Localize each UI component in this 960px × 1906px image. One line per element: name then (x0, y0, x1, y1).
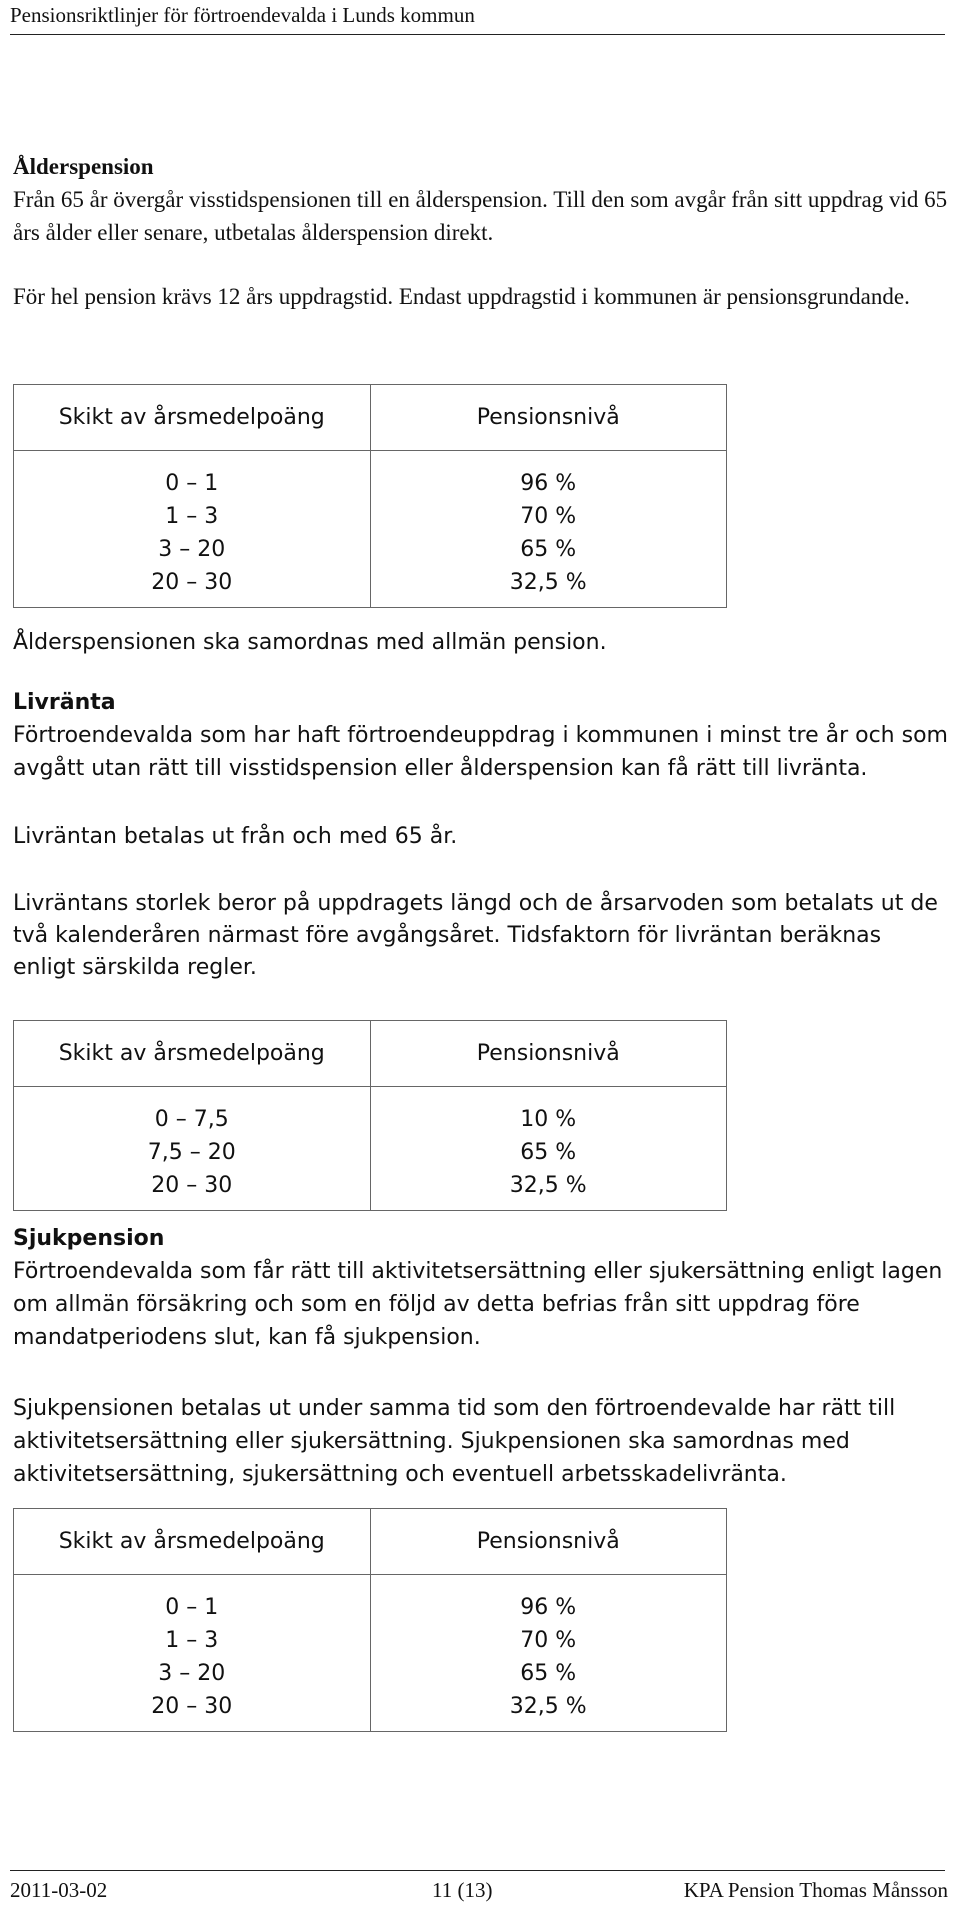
footer-page-number: 11 (13) (432, 1878, 493, 1902)
level-value: 32,5 % (509, 1694, 587, 1719)
range-value: 3 – 20 (158, 1661, 226, 1686)
range-value: 20 – 30 (151, 570, 233, 595)
range-value: 20 – 30 (151, 1694, 233, 1719)
page-header-title: Pensionsriktlinjer för förtroendevalda i Lunds kommun (10, 3, 475, 27)
level-value: 65 % (520, 1661, 577, 1686)
alderspension-table (13, 384, 727, 608)
level-value: 96 % (520, 1595, 577, 1620)
alderspension-note-block (13, 626, 948, 659)
livranta-paragraph-3-block (13, 888, 948, 984)
alderspension-paragraph-2: För hel pension krävs 12 års uppdragstid. Endast uppdragstid i kommunen är pensionsgrundande. (13, 284, 910, 309)
livranta-table (13, 1020, 727, 1211)
level-value: 10 % (520, 1107, 577, 1132)
level-value: 96 % (520, 471, 577, 496)
level-value: 70 % (520, 504, 577, 529)
level-value: 65 % (520, 537, 577, 562)
level-value: 32,5 % (509, 570, 587, 595)
alderspension-note: Ålderspensionen ska samordnas med allmän pension. (13, 630, 607, 655)
level-value: 65 % (520, 1140, 577, 1165)
range-value: 7,5 – 20 (147, 1140, 236, 1165)
livranta-paragraph-2-block (13, 820, 948, 853)
range-value: 0 – 7,5 (154, 1107, 229, 1132)
range-value: 0 – 1 (165, 1595, 219, 1620)
alderspension-heading: Ålderspension (13, 154, 154, 179)
alderspension-section (13, 150, 948, 249)
table-cell-ranges (14, 1575, 371, 1732)
sjukpension-table (13, 1508, 727, 1732)
range-value: 3 – 20 (158, 537, 226, 562)
footer-date: 2011-03-02 (10, 1878, 108, 1902)
range-value: 1 – 3 (165, 1628, 219, 1653)
sjukpension-paragraph-1: Förtroendevalda som får rätt till aktivitetsersättning eller sjukersättning enligt lagen om allmän försäkring och som en följd av detta befrias från sitt uppdrag före mandatperiodens slut, kan få sjukpension. (13, 1259, 943, 1350)
table-header-pensionsniva: Pensionsnivå (370, 1021, 727, 1087)
livranta-paragraph-1: Förtroendevalda som har haft förtroendeuppdrag i kommunen i minst tre år och som avgått utan rätt till visstidspension eller ålderspension kan få rätt till livränta. (13, 723, 948, 781)
table-cell-ranges (14, 1087, 371, 1211)
sjukpension-section (13, 1222, 948, 1354)
livranta-heading: Livränta (13, 690, 116, 715)
table-header-pensionsniva: Pensionsnivå (370, 1509, 727, 1575)
alderspension-paragraph-1: Från 65 år övergår visstidspensionen till en ålderspension. Till den som avgår från sitt uppdrag vid 65 års ålder eller senare, utbetalas ålderspension direkt. (13, 187, 948, 245)
table-cell-levels (370, 451, 727, 608)
table-cell-levels (370, 1087, 727, 1211)
range-value: 20 – 30 (151, 1173, 233, 1198)
livranta-section (13, 686, 948, 785)
alderspension-paragraph-2-block (13, 280, 948, 313)
table-header-pensionsniva: Pensionsnivå (370, 385, 727, 451)
sjukpension-paragraph-2: Sjukpensionen betalas ut under samma tid som den förtroendevalde har rätt till aktivitetsersättning eller sjukersättning. Sjukpensionen ska samordnas med aktivitetsersättning, sjukersättning och eventuell arbetsskadelivränta. (13, 1396, 896, 1487)
footer-author: KPA Pension Thomas Månsson (683, 1878, 948, 1902)
livranta-paragraph-3: Livräntans storlek beror på uppdragets längd och de årsarvoden som betalats ut de två kalenderåren närmast före avgångsåret. Tidsfaktorn för livräntan beräknas enligt särskilda regler. (13, 891, 938, 980)
range-value: 1 – 3 (165, 504, 219, 529)
header-divider (10, 34, 945, 35)
sjukpension-paragraph-2-block (13, 1392, 948, 1491)
table-cell-ranges (14, 451, 371, 608)
table-header-skikt: Skikt av årsmedelpoäng (14, 1509, 371, 1575)
table-header-skikt: Skikt av årsmedelpoäng (14, 385, 371, 451)
table-header-skikt: Skikt av årsmedelpoäng (14, 1021, 371, 1087)
level-value: 70 % (520, 1628, 577, 1653)
range-value: 0 – 1 (165, 471, 219, 496)
footer-divider (10, 1870, 945, 1871)
sjukpension-heading: Sjukpension (13, 1226, 165, 1251)
level-value: 32,5 % (509, 1173, 587, 1198)
livranta-paragraph-2: Livräntan betalas ut från och med 65 år. (13, 824, 458, 849)
table-cell-levels (370, 1575, 727, 1732)
